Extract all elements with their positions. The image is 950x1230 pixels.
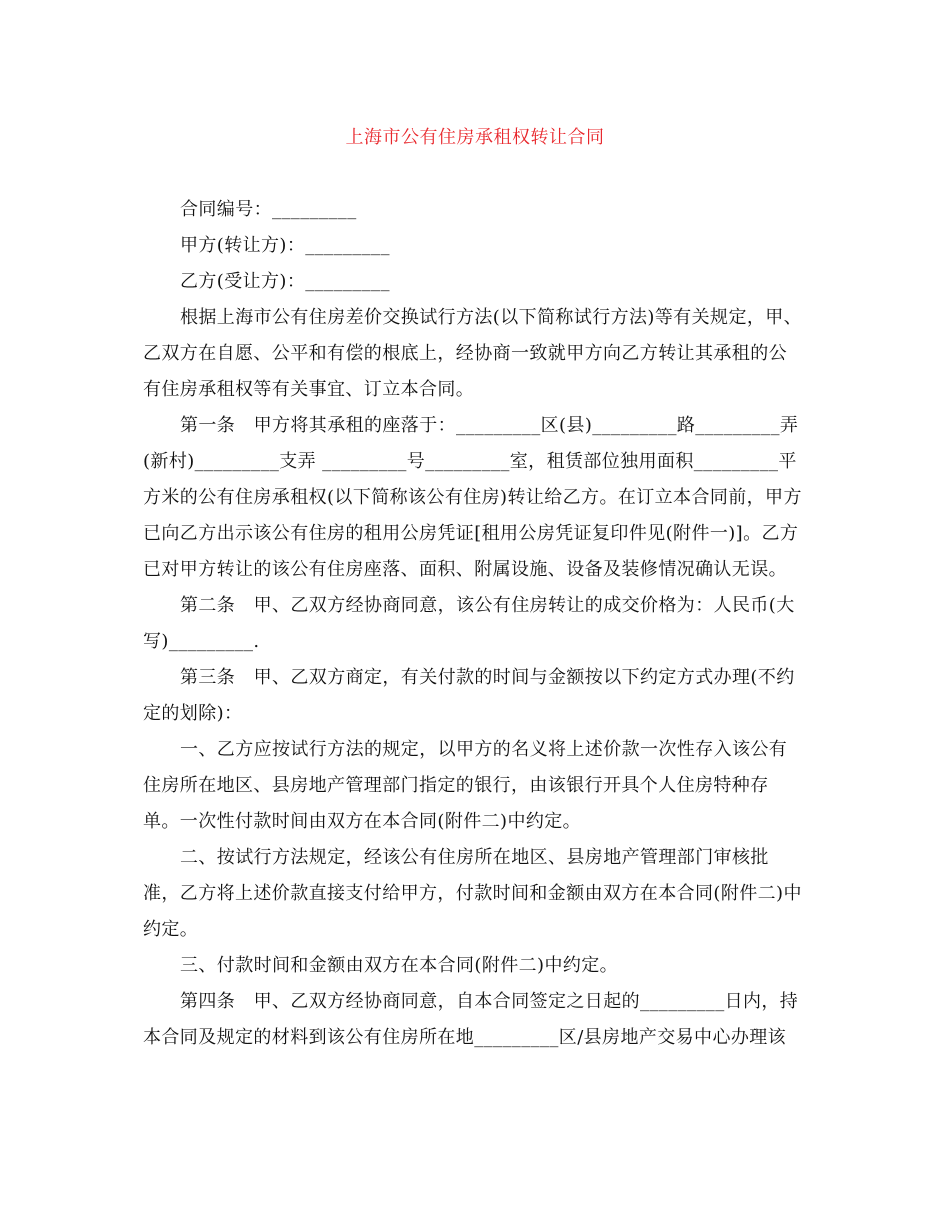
party-a-line: 甲方(转让方)：_________ <box>180 235 390 256</box>
document-body <box>143 192 805 1056</box>
article-4-paragraph: 第四条 甲、乙双方经协商同意，自本合同签定之日起的_________日内，持本合同及规定的材料到该公有住房所在地_________区/县房地产交易中心办理该 <box>143 991 799 1048</box>
article-3-paragraph: 第三条 甲、乙双方商定，有关付款的时间与金额按以下约定方式办理(不约定的划除)： <box>143 667 795 724</box>
article-2-paragraph: 第二条 甲、乙双方经协商同意，该公有住房转让的成交价格为：人民币(大写)_________. <box>143 595 795 652</box>
party-b-line: 乙方(受让方)：_________ <box>180 271 390 292</box>
payment-option-1: 一、乙方应按试行方法的规定，以甲方的名义将上述价款一次性存入该公有住房所在地区、县房地产管理部门指定的银行，由该银行开具个人住房特种存单。一次性付款时间由双方在本合同(附件二)中约定。 <box>143 739 788 832</box>
preamble-paragraph: 根据上海市公有住房差价交换试行方法(以下简称试行方法)等有关规定，甲、乙双方在自愿、公平和有偿的根底上，经协商一致就甲方向乙方转让其承租的公有住房承租权等有关事宜、订立本合同。 <box>143 307 803 400</box>
payment-option-3: 三、付款时间和金额由双方在本合同(附件二)中约定。 <box>180 955 619 976</box>
document-title: 上海市公有住房承租权转让合同 <box>345 127 605 148</box>
contract-number-line: 合同编号：_________ <box>180 199 357 220</box>
payment-option-2: 二、按试行方法规定，经该公有住房所在地区、县房地产管理部门审核批准，乙方将上述价款直接支付给甲方，付款时间和金额由双方在本合同(附件二)中约定。 <box>143 847 802 940</box>
article-1-paragraph: 第一条 甲方将其承租的座落于：_________区(县)_________路_________弄(新村)_________支弄 _________号_________室，租赁部位独用面积_________平方米的公有住房承租权(以下简称该公有住房)转让给乙方。在订立本合同前，甲方已向乙方出示该公有住房的租用公房凭证[租用公房凭证复印件见(附件一)]。乙方已对甲方转让的该公有住房座落、面积、附属设施、设备及装修情况确认无误。 <box>143 415 802 580</box>
